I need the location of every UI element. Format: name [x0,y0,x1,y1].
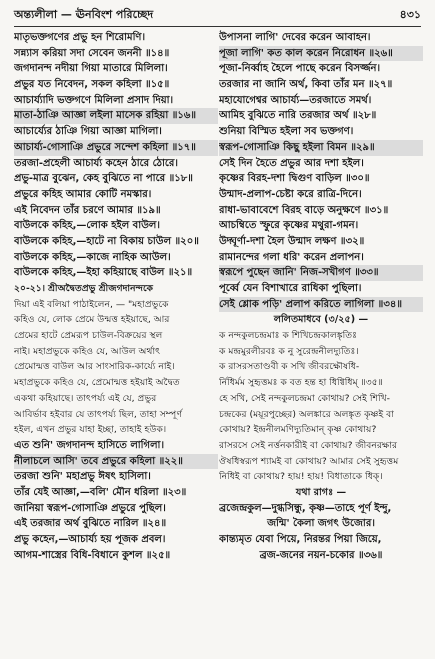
verse-line: পূর্ব্বে যেন বিশাখারে রাধিকা পুছিলা। [219,283,362,294]
translation-line: ঔষধিস্বরূপ শ্যামই বা কোথায়? আমার সেই সুহৃত্তম [219,455,399,467]
commentary-line: দিয়া এই বলিয়া পাঠাইলেন, — "মহাপ্রভুকে [14,298,169,310]
verse-line: এই তরজার অর্থ বুঝিতে নারিল ॥২৪॥ [14,518,167,530]
sanskrit-block [219,312,423,500]
commentary-line: ২০-২১। শ্রীঅদ্বৈতপ্রভু শ্রীজগদানন্দকে [14,283,154,294]
verse-line: আচার্য্যাদি ভক্তগণে মিলিলা প্রসাদ দিয়া। [14,94,174,106]
commentary-line: প্রেমের হাটে প্রেমরূপ চাউল-বিক্রয়ের স্থল [14,330,163,342]
verse-line: বাউলকে কহিহ,—কাজে নাহিক আউল। [14,251,171,263]
verse-line: কান্ত্যমৃত যেবা পিয়ে, নিরন্তর পিয়া জিয়ে, [219,534,382,545]
verse-line: উপাসনা লাগি' দেবের করেন আবাহন। [219,32,371,43]
verse-line: মাতৃভক্তগণের প্রভু হন শিরোমণি। [14,32,146,43]
sanskrit-line: ক মন্দ্রমুরলীরবঃ ক নু সুরেন্দ্রনীলদ্যুতিঃ। [219,345,359,357]
verse-line: আচম্বিতে স্ফুরে কৃষ্ণের মথুরা-গমন। [219,220,359,232]
commentary-line: মহাপ্রভুকে কহিও যে, প্রেমোন্মত্ত হইয়াই অদ্বৈত [14,377,180,389]
verse-line: প্রভুর যত নিবেদন, সকল কহিলা ॥১৫॥ [14,79,170,91]
verse-line: তরজা-প্রহেলী আচার্য্য কহেন ঠারে ঠোরে। [14,157,178,169]
sanskrit-line: র্নিধির্মম সুহৃত্তমঃ ক বত হন্ত হা ধিগ্বিধিম্ ॥৩৫॥ [219,377,383,389]
verse-line: আমিহ বুঝিতে নারি তরজার অর্থ ॥২৮॥ [219,110,377,122]
verse-line: বাউলকে কহিহ,—ইহা কহিয়াছে বাউল ॥২১॥ [14,267,193,279]
verse-line: রাধা-ভাবাবেশে বিরহ বাড়ে অনুক্ষণে ॥৩১॥ [219,204,389,216]
commentary-line: আবির্ভাব হইবার যে তাৎপর্য্য ছিল, তাহা সম্পূর্ণ [14,408,183,420]
verse-line: সন্ন্যাস করিয়া সদা সেবেন জননী ॥১৪॥ [14,47,170,59]
translation-line: চন্দ্রকের (ময়ূরপুচ্ছের) অলঙ্কারে অলঙ্কৃত কৃষ্ণই বা [219,408,394,420]
translation-line: কোথায়? ইন্দ্রনীলমণিদ্যুতিমান্ কৃষ্ণ কোথায়? [219,424,377,436]
verse-block [219,30,423,312]
verse-line: ব্রজ-জনের নয়ন-চকোর ॥৩৬॥ [259,549,383,561]
verse-line: সেই শ্লোক পড়ি' প্রলাপ করিতে লাগিলা ॥৩৪॥ [219,297,423,313]
commentary-line: একথা কহিয়াছে। তাৎপর্য্য এই যে, প্রভুর [14,392,157,404]
verse-line: তাঁর যেই আজ্ঞা,—বলি' মৌন ধরিলা ॥২৩॥ [14,486,187,498]
translation-line: রাসরসে সেই নর্ত্তনকারীই বা কোথায়? জীবনরক্ষার [219,439,398,451]
verse-line: আগম-শাস্ত্রের বিধি-বিধানে কুশল ॥২৫॥ [14,549,171,561]
verse-block [14,438,218,564]
commentary-line: হইল, এখন প্রভুর যাহা ইচ্ছা, তাহাই হউক। [14,424,167,436]
verse-line: উন্মাদ-প্রলাপ-চেষ্টা করে রাত্রি-দিনে। [219,188,362,200]
sanskrit-line: ক রাসরসতাণ্ডবী ক সখি জীবরক্ষৌষধি- [219,361,360,373]
verse-line: এই নিবেদন তাঁর চরণে আমার ॥১৯॥ [14,204,161,216]
verse-line: এত শুনি' জগদানন্দ হাসিতে লাগিলা। [14,439,165,451]
verse-line: নীলাচলে আসি' তবে প্রভুরে কহিলা ॥২২॥ [14,454,218,470]
commentary-line: কহিও যে, লোক প্রেমে উন্মত্ত হইয়াছে, আর [14,314,170,326]
raga-heading: যথা রাগঃ — [295,486,347,498]
left-column [14,30,218,563]
verse-line: শুনিয়া বিস্মিত হইলা সব ভক্তগণ। [219,126,354,138]
verse-block [14,30,218,281]
verse-line: উদ্ঘূর্ণা-দশা হৈল উন্মাদ লক্ষণ ॥৩২॥ [219,235,365,247]
page-number: ৪৩১ [399,7,421,21]
right-column [219,30,423,563]
verse-line: স্বরূপে পুছেন জানি' নিজ-সখীগণ ॥৩৩॥ [219,265,423,281]
commentary-line: নাই। মহাপ্রভুকে কহিও যে, আউল অর্থাৎ [14,345,161,357]
verse-line: তরজা শুনি' মহাপ্রভু ঈষৎ হাসিলা। [14,471,151,483]
verse-line: প্রভু কহেন,—আচার্য্য হয় পূজক প্রবল। [14,534,166,545]
header-rule [14,26,421,27]
verse-line: ব্রজেন্দ্রকুল—দুগ্ধসিন্ধু, কৃষ্ণ—তাহে পূর্ণ ইন্দু, [219,502,392,514]
verse-line: মহাযোগেশ্বর আচার্য্য—তরজাতে সমর্থ। [219,94,372,106]
verse-line: তরজার না জানি অর্থ, কিবা তাঁর মন ॥২৭॥ [219,79,393,91]
verse-line: আচার্য্যের ঠাঞি গিয়া আজ্ঞা মাগিলা। [14,126,162,138]
verse-line: প্রভুরে কহিহ আমার কোটি নমস্কার। [14,188,152,200]
verse-line: বাউলকে কহিহ,—হাটে না বিকায় চাউল ॥২০॥ [14,235,199,247]
verse-line: জানিয়া স্বরূপ-গোসাঞি প্রভুরে পুছিল। [14,502,166,514]
verse-line: আচার্য্য-গোসাঞি প্রভুরে সন্দেশ কহিলা ॥১৭॥ [14,140,218,156]
commentary-block [14,281,218,438]
verse-line: সেই দিন হৈতে প্রভুর আর দশা হইল। [219,157,364,169]
verse-line: জন্মি' কৈলা জগৎ উজোর। [267,518,375,530]
verse-block [219,501,423,564]
source-heading: ললিতমাধবে (৩/২৫) — [273,314,369,326]
verse-line: জগদানন্দ নদীয়া গিয়া মাতারে মিলিলা। [14,63,168,75]
verse-line: মাতা-ঠাঞি আজ্ঞা লইলা মাসেক রহিয়া ॥১৬॥ [14,108,218,124]
verse-line: পূজা-নির্ব্বাহ হৈলে পাছে করেন বিসর্জ্জন। [219,63,381,75]
page-header [14,6,421,24]
verse-line: স্বরূপ-গোসাঞি কিছু হইলা বিমন ॥২৯॥ [219,140,423,156]
verse-line: পূজা লাগি' কত কাল করেন নিরোধন ॥২৬॥ [219,46,423,62]
translation-line: হে সখি, সেই নন্দকুলচন্দ্রমা কোথায়? সেই শিখি- [219,392,390,404]
verse-line: রামানন্দের গলা ধরি' করেন প্রলাপন। [219,251,364,263]
chapter-title: অন্ত্যলীলা — ঊনবিংশ পরিচ্ছেদ [14,7,154,21]
sanskrit-line: ক নন্দকুলচন্দ্রমাঃ ক শিখিচন্দ্রকালঙ্কৃতিঃ [219,330,358,342]
verse-line: প্রভু-মাত্র বুঝেন, কেহ বুঝিতে না পারে ॥১৮॥ [14,173,193,185]
translation-line: নিধিই বা কোথায়? হায়! হায়! বিধাতাকে ধিক্। [219,471,383,483]
verse-line: কৃষ্ণের বিরহ-দশা দ্বিগুণ বাড়িল ॥৩০॥ [219,173,370,185]
commentary-line: প্রেমোন্মত্ত বাউল আর সাংসারিক-কার্য্যে নাই। [14,361,175,373]
verse-line: বাউলকে কহিহ,—লোক হইল বাউল। [14,220,160,232]
